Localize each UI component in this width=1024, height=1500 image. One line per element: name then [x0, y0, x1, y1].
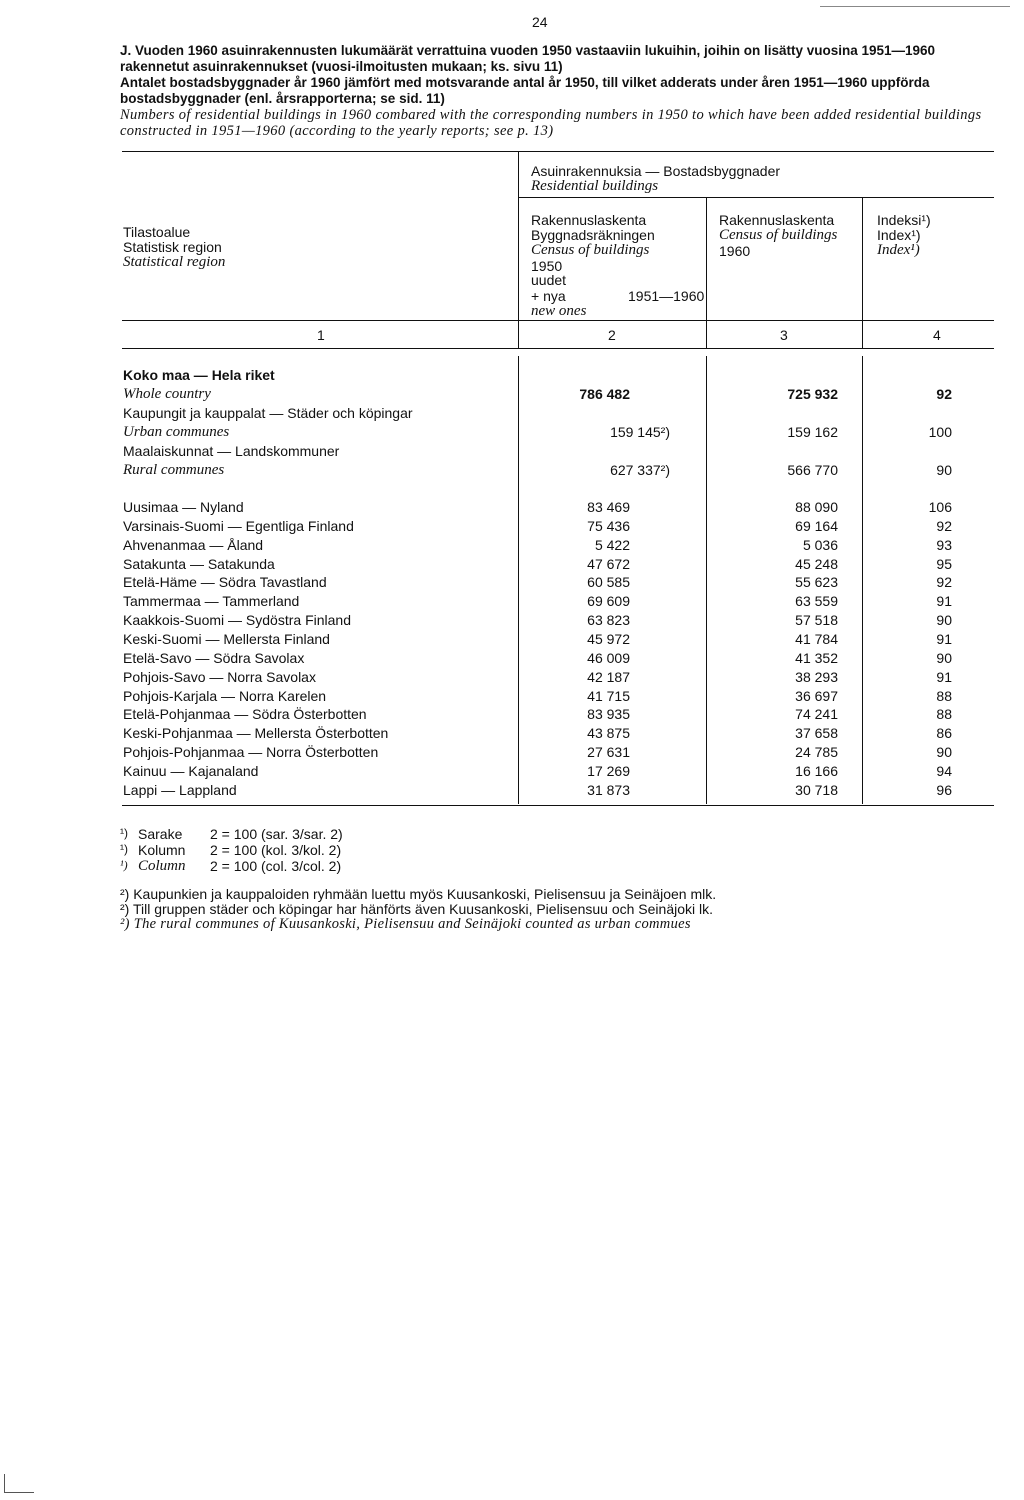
row-label: Tammermaa — Tammerland — [123, 593, 300, 609]
cell-col4: 100 — [928, 424, 952, 440]
table-title — [120, 43, 1000, 139]
footnote-mark: ¹) — [120, 826, 128, 840]
footnote-text: 2 = 100 (col. 3/col. 2) — [210, 858, 342, 874]
cell-col3: 57 518 — [795, 612, 838, 628]
cell-col4: 91 — [936, 631, 952, 647]
cell-col2: 60 585 — [587, 574, 630, 590]
colnum-rule — [122, 348, 994, 349]
cell-col2: 627 337²) — [610, 462, 670, 478]
cell-col3: 69 164 — [795, 518, 838, 534]
body-divider-1 — [518, 356, 519, 804]
cell-col4: 93 — [936, 537, 952, 553]
footnote-line: ²) Kaupunkien ja kauppaloiden ryhmään luettu myös Kuusankoski, Pielisensuu ja Seinäjoen mlk. — [120, 886, 717, 902]
cell-col2: 83 935 — [587, 706, 630, 722]
row-label: Etelä-Häme — Södra Tavastland — [123, 574, 327, 590]
cell-col4: 92 — [936, 518, 952, 534]
row-label-en: Urban communes — [123, 424, 230, 440]
colnum-3: 3 — [780, 327, 788, 343]
cell-col4: 94 — [936, 763, 952, 779]
page-number: 24 — [532, 14, 548, 30]
col4-header-en: Index¹) — [877, 242, 920, 258]
col2-header-en: Census of buildings — [531, 242, 650, 258]
cell-col3: 37 658 — [795, 725, 838, 741]
footnote-mark: ¹) — [120, 842, 128, 856]
cell-col2: 27 631 — [587, 744, 630, 760]
cell-col3: 30 718 — [795, 782, 838, 798]
body-divider-3 — [862, 356, 863, 804]
cell-col3: 74 241 — [795, 706, 838, 722]
col4-header-fi: Indeksi¹) — [877, 212, 931, 228]
row-label: Uusimaa — Nyland — [123, 499, 244, 515]
row-label: Lappi — Lappland — [123, 782, 237, 798]
cell-col3: 41 784 — [795, 631, 838, 647]
cell-col2: 63 823 — [587, 612, 630, 628]
cell-col4: 92 — [936, 386, 952, 402]
cell-col4: 90 — [936, 650, 952, 666]
cell-col4: 90 — [936, 744, 952, 760]
region-header-fi: Tilastoalue — [123, 224, 191, 240]
col-divider-3 — [862, 198, 863, 348]
cell-col3: 63 559 — [795, 593, 838, 609]
footnote-text: 2 = 100 (sar. 3/sar. 2) — [210, 826, 343, 842]
cell-col4: 95 — [936, 556, 952, 572]
row-label: Etelä-Savo — Södra Savolax — [123, 650, 305, 666]
region-header-sv: Statistisk region — [123, 239, 222, 255]
row-label: Kaakkois-Suomi — Sydöstra Finland — [123, 612, 351, 628]
cell-col3: 24 785 — [795, 744, 838, 760]
col2-header-new-en: new ones — [531, 303, 587, 319]
cell-col4: 88 — [936, 688, 952, 704]
scan-mark — [4, 1492, 34, 1493]
footnote-word: Column — [138, 858, 186, 874]
footnote-word: Sarake — [138, 826, 183, 842]
row-label-en: Rural communes — [123, 462, 225, 478]
cell-col3: 55 623 — [795, 574, 838, 590]
colnum-1: 1 — [317, 327, 325, 343]
col2-header-period: 1951—1960 — [628, 288, 705, 304]
cell-col2: 45 972 — [587, 631, 630, 647]
row-label: Pohjois-Pohjanmaa — Norra Österbotten — [123, 744, 379, 760]
title-finnish: J. Vuoden 1960 asuinrakennusten lukumäärät verrattuina vuoden 1950 vastaaviin lukuihin, joihin on lisätty vuosina 1951—1960 rakennetut asuinrakennukset (vuosi-ilmoitusten mukaan; ks. sivu 11) — [120, 43, 936, 74]
cell-col4: 90 — [936, 612, 952, 628]
cell-col2: 5 422 — [594, 537, 630, 553]
footnote-text: 2 = 100 (kol. 3/kol. 2) — [210, 842, 342, 858]
colnum-4: 4 — [933, 327, 941, 343]
cell-col2: 43 875 — [587, 725, 630, 741]
cell-col2: 75 436 — [587, 518, 630, 534]
col3-header-year: 1960 — [719, 243, 751, 259]
group-header: Asuinrakennuksia — Bostadsbyggnader — [531, 163, 781, 179]
col2-header-plus: + nya — [531, 288, 566, 304]
cell-col2: 41 715 — [587, 688, 630, 704]
col4-header-sv: Index¹) — [877, 227, 921, 243]
table-bottom-rule — [122, 805, 994, 806]
cell-col3: 566 770 — [787, 462, 838, 478]
row-label: Satakunta — Satakunda — [123, 556, 275, 572]
footnote-word: Kolumn — [138, 842, 186, 858]
header-bottom-rule — [122, 320, 994, 321]
group-header-en: Residential buildings — [531, 178, 659, 194]
header-top-rule — [122, 151, 994, 152]
body-divider-2 — [706, 356, 707, 804]
col2-header-year: 1950 — [531, 258, 563, 274]
title-english: Numbers of residential buildings in 1960 combared with the corresponding numbers in 1950 to which have been added residential buildings constructed in 1951—1960 (according to the yearly reports; see p. 13) — [120, 107, 982, 139]
cell-col4: 91 — [936, 669, 952, 685]
cell-col4: 90 — [936, 462, 952, 478]
cell-col4: 92 — [936, 574, 952, 590]
row-label-en: Whole country — [123, 386, 211, 402]
cell-col2: 69 609 — [587, 593, 630, 609]
row-label: Ahvenanmaa — Åland — [123, 537, 264, 553]
row-label: Etelä-Pohjanmaa — Södra Österbotten — [123, 706, 367, 722]
cell-col4: 96 — [936, 782, 952, 798]
region-header-en: Statistical region — [123, 254, 226, 270]
col3-header-fi: Rakennuslaskenta — [719, 212, 835, 228]
col-divider-1 — [518, 152, 519, 348]
cell-col2: 47 672 — [587, 556, 630, 572]
cell-col3: 16 166 — [795, 763, 838, 779]
col2-header-sv: Byggnadsräkningen — [531, 227, 655, 243]
cell-col3: 5 036 — [802, 537, 838, 553]
cell-col2: 83 469 — [587, 499, 630, 515]
cell-col2: 159 145²) — [610, 424, 670, 440]
cell-col3: 41 352 — [795, 650, 838, 666]
row-label: Koko maa — Hela riket — [123, 367, 275, 383]
cell-col2: 42 187 — [587, 669, 630, 685]
cell-col3: 45 248 — [795, 556, 838, 572]
row-label: Keski-Pohjanmaa — Mellersta Österbotten — [123, 725, 389, 741]
top-rule — [820, 6, 1010, 7]
cell-col2: 46 009 — [587, 650, 630, 666]
scan-mark — [4, 1474, 5, 1492]
colnum-2: 2 — [608, 327, 616, 343]
col2-header-fi: Rakennuslaskenta — [531, 212, 647, 228]
cell-col4: 91 — [936, 593, 952, 609]
row-label: Pohjois-Savo — Norra Savolax — [123, 669, 316, 685]
cell-col3: 88 090 — [795, 499, 838, 515]
cell-col2: 31 873 — [587, 782, 630, 798]
header-group-rule — [518, 197, 994, 198]
cell-col4: 88 — [936, 706, 952, 722]
row-label: Pohjois-Karjala — Norra Karelen — [123, 688, 327, 704]
footnote-line: ²) Till gruppen städer och köpingar har hänförts även Kuusankoski, Pielisensuu och Seinäjoki lk. — [120, 901, 713, 917]
cell-col3: 159 162 — [787, 424, 838, 440]
cell-col4: 86 — [936, 725, 952, 741]
title-swedish: Antalet bostadsbyggnader år 1960 jämfört med motsvarande antal år 1950, till vilket adderats under åren 1951—1960 uppförda bostadsbyggnader (enl. årsrapporterna; se sid. 11) — [120, 75, 930, 106]
row-label: Kainuu — Kajanaland — [123, 763, 259, 779]
cell-col2: 17 269 — [587, 763, 630, 779]
cell-col2: 786 482 — [579, 386, 630, 402]
row-label: Kaupungit ja kauppalat — Städer och köpingar — [123, 405, 413, 421]
footnote-mark: ¹) — [120, 858, 128, 872]
cell-col3: 725 932 — [787, 386, 838, 402]
cell-col4: 106 — [928, 499, 952, 515]
cell-col3: 38 293 — [795, 669, 838, 685]
col2-header-new-fi: uudet — [531, 272, 567, 288]
col3-header-en: Census of buildings — [719, 227, 838, 243]
col-divider-2 — [706, 198, 707, 348]
row-label: Maalaiskunnat — Landskommuner — [123, 443, 340, 459]
cell-col3: 36 697 — [795, 688, 838, 704]
footnote-line: ²) The rural communes of Kuusankoski, Pielisensuu and Seinäjoki counted as urban commues — [120, 916, 691, 932]
row-label: Keski-Suomi — Mellersta Finland — [123, 631, 330, 647]
row-label: Varsinais-Suomi — Egentliga Finland — [123, 518, 354, 534]
